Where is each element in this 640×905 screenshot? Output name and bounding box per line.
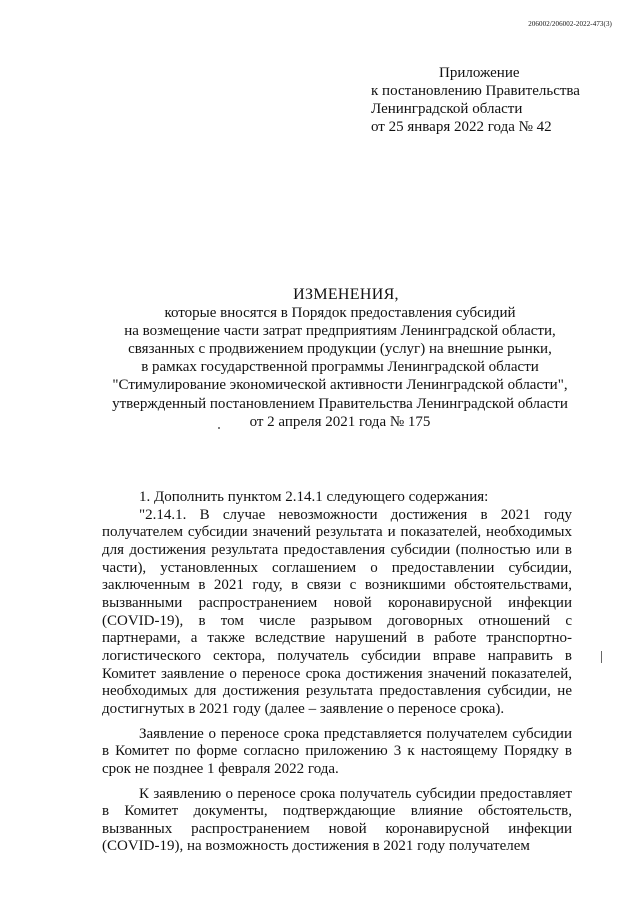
document-number: 206002/206002-2022-473(3)	[528, 20, 612, 28]
paragraph: Заявление о переносе срока представляется получателем субсидии в Комитет по форме согласно приложению 3 к настоящему Порядку в срок не позднее 1 февраля 2022 года.	[102, 725, 572, 777]
appendix-line: Ленинградской области	[371, 101, 523, 117]
title-line: от 2 апреля 2021 года № 175	[249, 413, 431, 430]
appendix-heading: Приложение	[439, 65, 520, 81]
scan-mark	[601, 651, 602, 663]
title-heading: ИЗМЕНЕНИЯ,	[293, 286, 399, 303]
title-line: связанных с продвижением продукции (услуг) на внешние рынки,	[128, 341, 552, 358]
appendix-line: к постановлению Правительства	[371, 83, 580, 99]
scan-dot	[218, 427, 220, 429]
title-line: которые вносятся в Порядок предоставления субсидий	[164, 305, 516, 322]
title-line: на возмещение части затрат предприятиям Ленинградской области,	[124, 323, 556, 340]
title-line: "Стимулирование экономической активности Ленинградской области",	[112, 377, 568, 394]
appendix-line: от 25 января 2022 года № 42	[371, 119, 552, 135]
paragraph: К заявлению о переносе срока получатель субсидии предоставляет в Комитет документы, подтверждающие влияние обстоятельств, вызванных распространением новой коронавирусной инфекции (COVID-19), на возможность достижения в 2021 году получателем	[102, 785, 572, 855]
appendix-block	[371, 64, 580, 136]
document-title	[100, 286, 580, 431]
paragraph: 1. Дополнить пунктом 2.14.1 следующего содержания:	[139, 489, 489, 505]
paragraph: "2.14.1. В случае невозможности достижения в 2021 году получателем субсидии значений результата и показателей, необходимых для достижения результата предоставления субсидии (полностью или в части), установленных соглашением о предоставлении субсидии, заключенным в 2021 году, в связи с возникшими обстоятельствами, вызванными распространением новой коронавирусной инфекции (COVID-19), в том числе разрывом договорных отношений с партнерами, а также вследствие нарушений в работе транспортно-логистического сектора, получатель субсидии вправе направить в Комитет заявление о переносе срока достижения значений показателей, необходимых для достижения результата предоставления субсидии, не достигнутых в 2021 году (далее – заявление о переносе срока).	[102, 506, 572, 717]
title-line: утвержденный постановлением Правительства Ленинградской области	[112, 395, 568, 412]
title-line: в рамках государственной программы Ленинградской области	[141, 359, 539, 376]
document-body	[102, 489, 572, 856]
